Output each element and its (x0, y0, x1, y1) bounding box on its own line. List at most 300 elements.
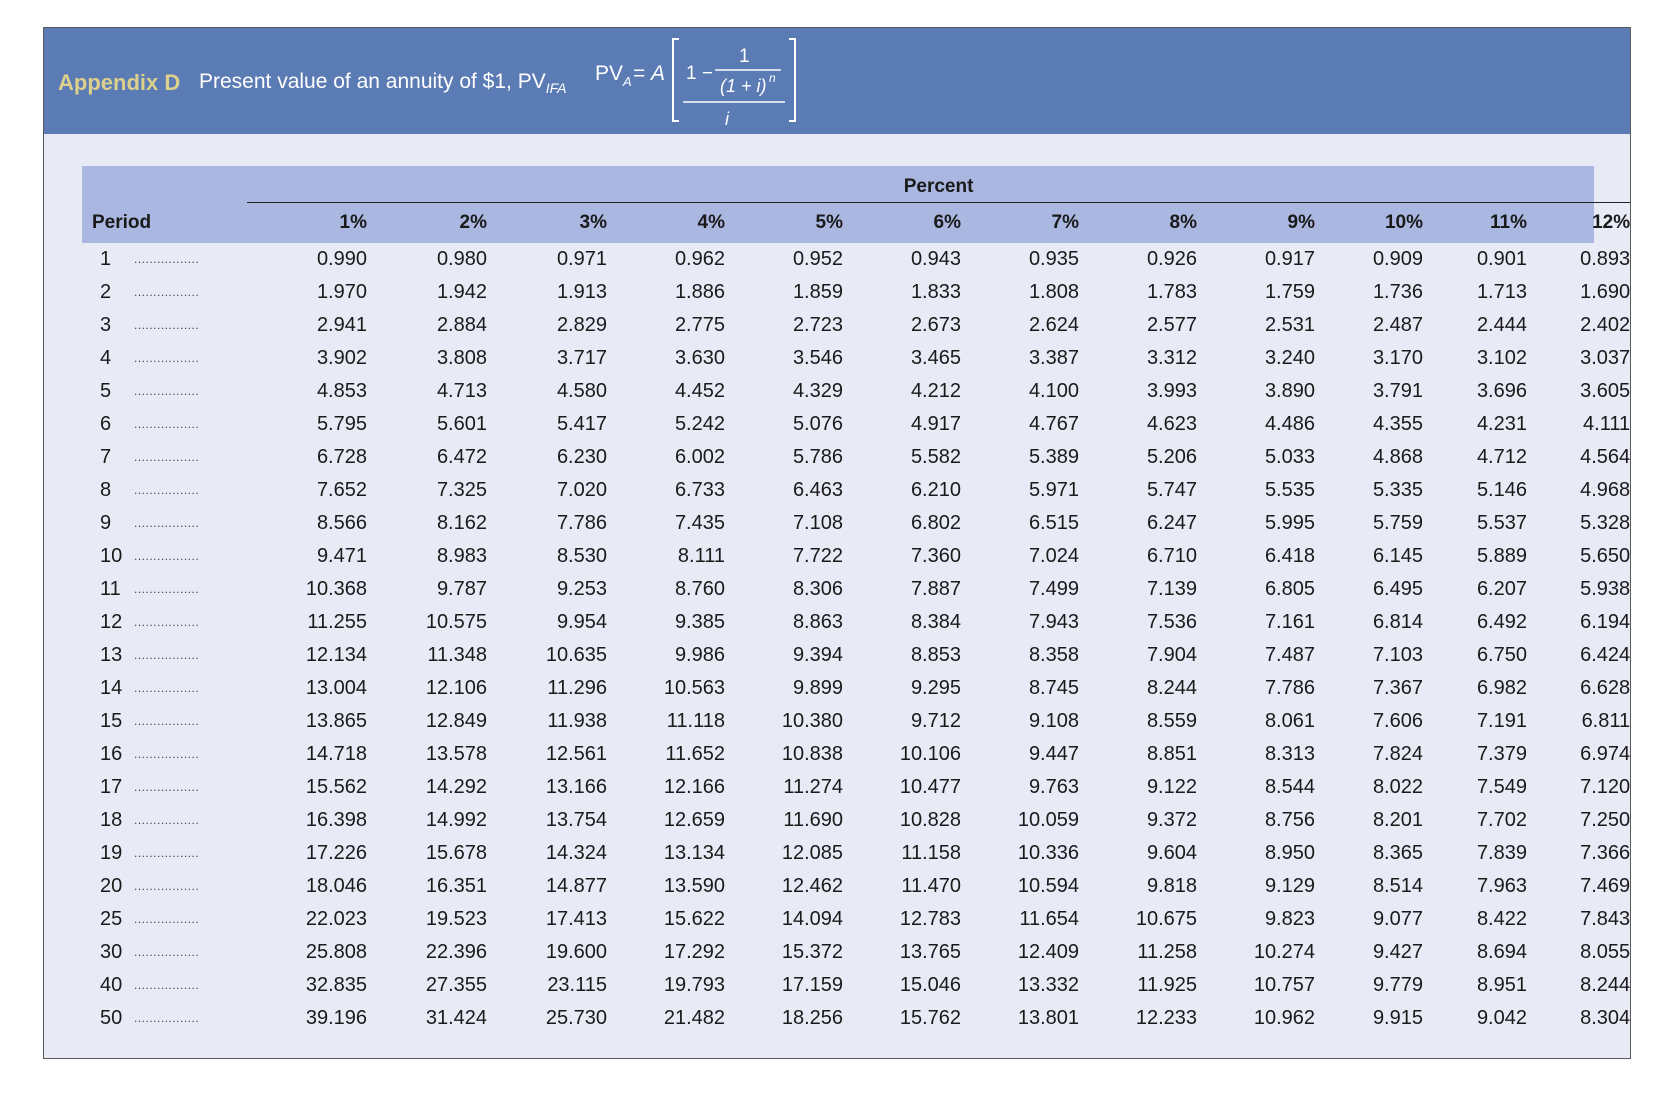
table-row (82, 969, 1630, 1002)
value-cell: 10.594 (1017, 875, 1079, 897)
value-cell: 10.962 (1253, 1007, 1315, 1029)
value-cell: 4.486 (1264, 413, 1315, 435)
dot-leader: ................. (134, 582, 200, 596)
value-cell: 11.348 (427, 644, 487, 666)
value-cell: 10.336 (1017, 842, 1079, 864)
dot-leader: ................. (134, 648, 200, 662)
table-row (82, 408, 1630, 441)
period-number: 19 (100, 842, 123, 864)
value-cell: 7.786 (1264, 677, 1315, 699)
value-cell: 39.196 (305, 1007, 367, 1029)
table-row (82, 573, 1630, 606)
period-cell (82, 276, 247, 309)
period-cell (82, 969, 247, 1002)
value-cell: 7.824 (1372, 743, 1423, 765)
value-cell: 8.022 (1372, 776, 1423, 798)
table-row (82, 903, 1630, 936)
period-number: 7 (100, 446, 112, 468)
value-cell: 5.971 (1028, 479, 1079, 501)
value-cell: 9.042 (1476, 1007, 1527, 1029)
appendix-label: Appendix D (58, 70, 181, 95)
rate-header: 6% (933, 212, 961, 233)
value-cell: 5.795 (316, 413, 367, 435)
value-cell: 18.256 (781, 1007, 843, 1029)
value-cell: 3.902 (316, 347, 367, 369)
table-row (82, 606, 1630, 639)
value-cell: 4.712 (1476, 446, 1527, 468)
period-number: 4 (100, 347, 112, 369)
table-row (82, 672, 1630, 705)
value-cell: 9.915 (1372, 1007, 1423, 1029)
value-cell: 10.757 (1253, 974, 1315, 996)
value-cell: 14.718 (305, 743, 367, 765)
value-cell: 9.604 (1146, 842, 1197, 864)
period-number: 2 (100, 281, 112, 303)
value-cell: 2.884 (436, 314, 487, 336)
rate-header: 4% (697, 212, 725, 233)
value-cell: 15.562 (305, 776, 367, 798)
value-cell: 5.328 (1580, 512, 1631, 534)
value-cell: 11.255 (307, 611, 367, 633)
value-cell: 9.077 (1372, 908, 1423, 930)
value-cell: 6.805 (1264, 578, 1315, 600)
value-cell: 0.935 (1028, 248, 1079, 270)
value-cell: 6.515 (1028, 512, 1079, 534)
value-cell: 2.577 (1146, 314, 1197, 336)
period-cell (82, 1002, 247, 1035)
value-cell: 6.210 (910, 479, 961, 501)
value-cell: 8.384 (910, 611, 961, 633)
value-cell: 4.868 (1372, 446, 1423, 468)
value-cell: 1.736 (1372, 281, 1423, 303)
rate-header: 5% (815, 212, 843, 233)
value-cell: 4.111 (1583, 413, 1631, 435)
value-cell: 1.970 (316, 281, 367, 303)
value-cell: 3.717 (556, 347, 607, 369)
value-cell: 10.575 (425, 611, 487, 633)
value-cell: 7.786 (556, 512, 607, 534)
value-cell: 7.536 (1146, 611, 1197, 633)
dot-leader: ................. (134, 252, 200, 266)
table-row (82, 342, 1630, 375)
value-cell: 7.161 (1264, 611, 1315, 633)
value-cell: 0.943 (910, 248, 961, 270)
page-title-text: Present value of an annuity of $1, PV (199, 70, 546, 93)
period-number: 16 (100, 743, 123, 765)
appendix-frame (43, 27, 1631, 1059)
value-cell: 7.606 (1372, 710, 1423, 732)
value-cell: 19.600 (545, 941, 607, 963)
value-cell: 8.313 (1264, 743, 1315, 765)
value-cell: 8.530 (556, 545, 607, 567)
value-cell: 7.120 (1580, 776, 1631, 798)
dot-leader: ................. (134, 615, 200, 629)
value-cell: 12.233 (1135, 1007, 1197, 1029)
value-cell: 12.409 (1017, 941, 1079, 963)
period-header: Period (92, 212, 152, 233)
value-cell: 5.537 (1476, 512, 1527, 534)
period-number: 10 (100, 545, 123, 567)
value-cell: 11.652 (665, 743, 725, 765)
value-cell: 6.492 (1476, 611, 1527, 633)
header-group-cell (247, 166, 1630, 203)
period-cell (82, 837, 247, 870)
value-cell: 7.963 (1476, 875, 1527, 897)
value-cell: 1.713 (1476, 281, 1527, 303)
value-cell: 5.889 (1476, 545, 1527, 567)
period-cell (82, 441, 247, 474)
value-cell: 9.295 (910, 677, 961, 699)
value-cell: 0.917 (1264, 248, 1315, 270)
value-cell: 5.747 (1146, 479, 1197, 501)
period-cell (82, 573, 247, 606)
value-cell: 6.247 (1146, 512, 1197, 534)
value-cell: 4.212 (910, 380, 961, 402)
dot-leader: ................. (134, 384, 200, 398)
table-row (82, 1002, 1630, 1035)
value-cell: 25.808 (305, 941, 367, 963)
value-cell: 13.332 (1017, 974, 1079, 996)
value-cell: 7.499 (1028, 578, 1079, 600)
value-cell: 4.329 (792, 380, 843, 402)
value-cell: 7.469 (1580, 875, 1631, 897)
rate-header: 2% (459, 212, 487, 233)
value-cell: 10.635 (545, 644, 607, 666)
value-cell: 1.759 (1264, 281, 1315, 303)
value-cell: 0.952 (792, 248, 843, 270)
value-cell: 3.037 (1580, 347, 1631, 369)
value-cell: 4.100 (1028, 380, 1079, 402)
value-cell: 11.470 (901, 875, 961, 897)
value-cell: 3.240 (1264, 347, 1315, 369)
value-cell: 8.422 (1476, 908, 1527, 930)
value-cell: 10.477 (899, 776, 961, 798)
period-cell (82, 639, 247, 672)
value-cell: 2.531 (1264, 314, 1315, 336)
value-cell: 6.974 (1580, 743, 1631, 765)
formula-A: A (651, 62, 666, 85)
value-cell: 3.630 (674, 347, 725, 369)
value-cell: 13.134 (663, 842, 725, 864)
value-cell: 27.355 (425, 974, 487, 996)
formula-equals: = (633, 62, 646, 85)
value-cell: 9.823 (1264, 908, 1315, 930)
value-cell: 6.424 (1580, 644, 1631, 666)
dot-leader: ................. (134, 516, 200, 530)
value-cell: 10.274 (1253, 941, 1315, 963)
value-cell: 32.835 (305, 974, 367, 996)
value-cell: 7.839 (1476, 842, 1527, 864)
value-cell: 7.367 (1372, 677, 1423, 699)
period-cell (82, 507, 247, 540)
value-cell: 7.887 (910, 578, 961, 600)
value-cell: 10.828 (899, 809, 961, 831)
period-cell (82, 705, 247, 738)
value-cell: 11.158 (901, 842, 961, 864)
value-cell: 1.942 (436, 281, 487, 303)
value-cell: 5.601 (436, 413, 487, 435)
value-cell: 6.230 (556, 446, 607, 468)
value-cell: 6.495 (1372, 578, 1423, 600)
value-cell: 14.992 (425, 809, 487, 831)
period-cell (82, 375, 247, 408)
value-cell: 3.387 (1028, 347, 1079, 369)
value-cell: 9.427 (1372, 941, 1423, 963)
value-cell: 10.675 (1135, 908, 1197, 930)
value-cell: 2.775 (674, 314, 725, 336)
dot-leader: ................. (134, 681, 200, 695)
value-cell: 0.901 (1476, 248, 1527, 270)
value-cell: 7.904 (1146, 644, 1197, 666)
value-cell: 5.786 (792, 446, 843, 468)
value-cell: 7.108 (792, 512, 843, 534)
formula-left-bracket (673, 39, 679, 121)
value-cell: 9.253 (556, 578, 607, 600)
value-cell: 9.372 (1146, 809, 1197, 831)
value-cell: 7.250 (1580, 809, 1631, 831)
value-cell: 8.951 (1476, 974, 1527, 996)
value-cell: 3.170 (1372, 347, 1423, 369)
value-cell: 13.166 (545, 776, 607, 798)
value-cell: 9.899 (792, 677, 843, 699)
value-cell: 1.808 (1028, 281, 1079, 303)
dot-leader: ................. (134, 714, 200, 728)
value-cell: 9.954 (556, 611, 607, 633)
dot-leader: ................. (134, 1011, 200, 1025)
value-cell: 1.859 (792, 281, 843, 303)
table-row (82, 771, 1630, 804)
formula-right-bracket (789, 39, 795, 121)
value-cell: 8.304 (1580, 1007, 1631, 1029)
value-cell: 9.818 (1146, 875, 1197, 897)
value-cell: 9.385 (674, 611, 725, 633)
period-cell (82, 474, 247, 507)
table-row (82, 639, 1630, 672)
annuity-table (82, 166, 1630, 1035)
dot-leader: ................. (134, 318, 200, 332)
value-cell: 7.191 (1476, 710, 1527, 732)
value-cell: 13.754 (545, 809, 607, 831)
period-number: 1 (100, 248, 112, 270)
value-cell: 17.292 (663, 941, 725, 963)
value-cell: 11.118 (666, 710, 725, 732)
formula-one: 1 (739, 46, 750, 67)
period-number: 8 (100, 479, 112, 501)
dot-leader: ................. (134, 450, 200, 464)
value-cell: 12.783 (899, 908, 961, 930)
table-row (82, 375, 1630, 408)
value-cell: 9.122 (1146, 776, 1197, 798)
value-cell: 4.231 (1476, 413, 1527, 435)
dot-leader: ................. (134, 846, 200, 860)
value-cell: 7.139 (1146, 578, 1197, 600)
value-cell: 5.076 (792, 413, 843, 435)
period-cell (82, 342, 247, 375)
value-cell: 3.696 (1476, 380, 1527, 402)
value-cell: 10.563 (663, 677, 725, 699)
value-cell: 7.360 (910, 545, 961, 567)
period-cell (82, 738, 247, 771)
value-cell: 8.244 (1146, 677, 1197, 699)
value-cell: 2.829 (556, 314, 607, 336)
period-cell (82, 672, 247, 705)
value-cell: 10.838 (781, 743, 843, 765)
value-cell: 5.650 (1580, 545, 1631, 567)
value-cell: 5.389 (1028, 446, 1079, 468)
value-cell: 7.652 (316, 479, 367, 501)
rate-header: 7% (1051, 212, 1079, 233)
period-number: 3 (100, 314, 112, 336)
value-cell: 8.365 (1372, 842, 1423, 864)
value-cell: 13.004 (305, 677, 367, 699)
rate-header: 11% (1490, 212, 1527, 233)
value-cell: 7.024 (1028, 545, 1079, 567)
value-cell: 10.368 (305, 578, 367, 600)
formula-lhs: PV (595, 62, 624, 85)
value-cell: 8.760 (674, 578, 725, 600)
value-cell: 6.145 (1372, 545, 1423, 567)
formula-exponent: n (769, 71, 776, 85)
value-cell: 8.244 (1580, 974, 1631, 996)
value-cell: 12.561 (545, 743, 607, 765)
value-cell: 13.578 (425, 743, 487, 765)
value-cell: 13.765 (899, 941, 961, 963)
value-cell: 8.358 (1028, 644, 1079, 666)
value-cell: 5.582 (910, 446, 961, 468)
value-cell: 14.324 (545, 842, 607, 864)
value-cell: 3.890 (1264, 380, 1315, 402)
value-cell: 8.162 (436, 512, 487, 534)
value-cell: 6.207 (1476, 578, 1527, 600)
value-cell: 6.802 (910, 512, 961, 534)
value-cell: 8.694 (1476, 941, 1527, 963)
value-cell: 9.986 (674, 644, 725, 666)
value-cell: 12.849 (425, 710, 487, 732)
value-cell: 12.659 (663, 809, 725, 831)
value-cell: 12.166 (663, 776, 725, 798)
value-cell: 23.115 (547, 974, 607, 996)
value-cell: 8.055 (1580, 941, 1631, 963)
percent-group-label: Percent (247, 176, 1630, 203)
period-number: 11 (100, 578, 121, 600)
value-cell: 8.201 (1372, 809, 1423, 831)
value-cell: 14.877 (545, 875, 607, 897)
value-cell: 7.702 (1476, 809, 1527, 831)
value-cell: 3.312 (1146, 347, 1197, 369)
period-number: 18 (100, 809, 123, 831)
table-body (82, 243, 1630, 1035)
value-cell: 8.566 (316, 512, 367, 534)
value-cell: 0.893 (1580, 248, 1631, 270)
period-number: 14 (100, 677, 123, 699)
period-cell (82, 243, 247, 276)
period-cell (82, 540, 247, 573)
value-cell: 11.258 (1137, 941, 1197, 963)
rate-header: 9% (1287, 212, 1315, 233)
value-cell: 21.482 (663, 1007, 725, 1029)
value-cell: 2.941 (316, 314, 367, 336)
formula-outer-denominator: i (725, 109, 729, 129)
value-cell: 11.938 (547, 710, 607, 732)
value-cell: 16.398 (305, 809, 367, 831)
value-cell: 4.767 (1028, 413, 1079, 435)
value-cell: 10.380 (781, 710, 843, 732)
header-group-row (82, 166, 1630, 203)
value-cell: 0.990 (316, 248, 367, 270)
value-cell: 2.723 (792, 314, 843, 336)
value-cell: 3.993 (1146, 380, 1197, 402)
value-cell: 8.544 (1264, 776, 1315, 798)
dot-leader: ................. (134, 549, 200, 563)
value-cell: 6.811 (1581, 710, 1631, 732)
value-cell: 5.146 (1476, 479, 1527, 501)
period-number: 13 (100, 644, 123, 666)
value-cell: 1.783 (1146, 281, 1197, 303)
value-cell: 8.756 (1264, 809, 1315, 831)
value-cell: 22.396 (425, 941, 487, 963)
value-cell: 9.787 (436, 578, 487, 600)
value-cell: 0.926 (1146, 248, 1197, 270)
value-cell: 25.730 (545, 1007, 607, 1029)
value-cell: 9.394 (792, 644, 843, 666)
table-row (82, 540, 1630, 573)
value-cell: 2.624 (1028, 314, 1079, 336)
value-cell: 17.226 (305, 842, 367, 864)
table-row (82, 243, 1630, 276)
value-cell: 9.712 (910, 710, 961, 732)
table-row (82, 804, 1630, 837)
value-cell: 7.325 (436, 479, 487, 501)
value-cell: 1.913 (556, 281, 607, 303)
value-cell: 9.471 (316, 545, 367, 567)
value-cell: 6.750 (1476, 644, 1527, 666)
value-cell: 4.623 (1146, 413, 1197, 435)
period-cell (82, 804, 247, 837)
dot-leader: ................. (134, 780, 200, 794)
value-cell: 2.444 (1476, 314, 1527, 336)
value-cell: 0.971 (556, 248, 607, 270)
value-cell: 12.085 (781, 842, 843, 864)
value-cell: 5.995 (1264, 512, 1315, 534)
dot-leader: ................. (134, 879, 200, 893)
value-cell: 2.487 (1372, 314, 1423, 336)
value-cell: 11.274 (783, 776, 843, 798)
value-cell: 7.103 (1372, 644, 1423, 666)
value-cell: 7.379 (1476, 743, 1527, 765)
value-cell: 7.843 (1580, 908, 1631, 930)
period-number: 17 (100, 776, 123, 798)
value-cell: 22.023 (305, 908, 367, 930)
value-cell: 11.654 (1019, 908, 1079, 930)
value-cell: 5.417 (556, 413, 607, 435)
value-cell: 13.801 (1017, 1007, 1079, 1029)
dot-leader: ................. (134, 978, 200, 992)
header-rate-row (82, 203, 1630, 243)
table-row (82, 837, 1630, 870)
period-number: 20 (100, 875, 123, 897)
period-cell (82, 606, 247, 639)
value-cell: 5.535 (1264, 479, 1315, 501)
value-cell: 3.546 (792, 347, 843, 369)
value-cell: 9.763 (1028, 776, 1079, 798)
value-cell: 15.372 (781, 941, 843, 963)
period-cell (82, 309, 247, 342)
table-row (82, 705, 1630, 738)
table-row (82, 309, 1630, 342)
value-cell: 12.134 (305, 644, 367, 666)
value-cell: 4.713 (436, 380, 487, 402)
value-cell: 4.968 (1580, 479, 1631, 501)
